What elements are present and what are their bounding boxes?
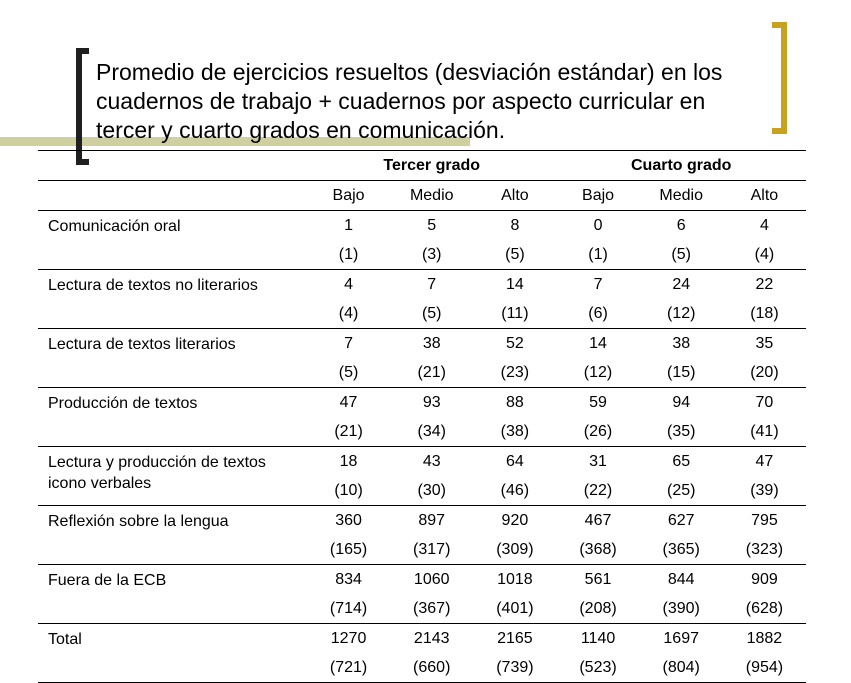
left-bracket-decoration [76,48,89,165]
sd-cell: (22) [583,481,613,499]
mean-cell: 88 [506,393,524,411]
table-row-mean [38,624,806,654]
sd-cell: (20) [750,363,779,381]
mean-cell: 8 [510,216,520,234]
row-label: Comunicación oral [48,218,181,235]
sd-cell: (46) [500,481,530,499]
row-label: Reflexión sobre la lengua [48,513,229,530]
sd-cell: (10) [334,481,363,499]
sd-cell: (660) [413,658,451,676]
row-label: Lectura de textos literarios [48,336,236,353]
mean-cell: 7 [593,275,603,293]
mean-cell: 93 [422,393,441,411]
mean-cell: 31 [589,452,607,470]
sd-cell: (1) [338,245,359,263]
header-level: Medio [659,186,703,204]
sd-cell: (401) [496,599,534,617]
table-row-mean [38,211,806,241]
sd-cell: (5) [338,363,359,381]
sd-cell: (721) [329,658,368,676]
sd-cell: (739) [496,658,534,676]
mean-cell: 59 [589,393,607,411]
row-group [38,270,806,329]
sd-cell: (39) [750,481,779,499]
sd-cell: (317) [413,540,451,558]
row-label: Producción de textos [48,395,198,412]
sd-cell: (12) [583,363,613,381]
sd-cell: (5) [505,245,525,263]
sd-cell: (21) [417,363,446,381]
mean-cell: 47 [755,452,774,470]
mean-cell: 65 [672,452,691,470]
mean-cell: 38 [672,334,691,352]
data-table-container [38,150,806,683]
mean-cell: 4 [759,216,769,234]
header-level: Medio [409,186,454,204]
row-group [38,506,806,565]
row-label: Lectura y producción de textos icono verbales [48,454,266,492]
sd-cell: (804) [662,658,700,676]
mean-cell: 1882 [746,629,783,647]
header-level-row [38,181,806,211]
mean-cell: 35 [755,334,774,352]
row-group [38,447,806,506]
row-group [38,329,806,388]
sd-cell: (309) [496,540,534,558]
sd-cell: (25) [666,481,696,499]
mean-cell: 14 [589,334,607,352]
mean-cell: 360 [335,511,362,529]
sd-cell: (3) [421,245,442,263]
sd-cell: (30) [417,481,446,499]
table-row-mean [38,565,806,595]
row-group [38,388,806,447]
sd-cell: (21) [334,422,363,440]
sd-cell: (714) [329,599,368,617]
header-level: Bajo [582,186,615,204]
header-group-row [38,151,806,181]
sd-cell: (23) [500,363,530,381]
mean-cell: 844 [667,570,695,588]
mean-cell: 909 [751,570,778,588]
mean-cell: 5 [427,216,437,234]
sd-cell: (5) [671,245,691,263]
sd-cell: (523) [579,658,617,676]
mean-cell: 52 [506,334,524,352]
header-cuarto-grado: Cuarto grado [631,156,732,174]
sd-cell: (15) [666,363,696,381]
mean-cell: 24 [672,275,691,293]
row-group [38,211,806,270]
mean-cell: 2143 [413,629,450,647]
header-level: Bajo [332,186,365,204]
mean-cell: 561 [584,570,612,588]
sd-cell: (954) [745,658,784,676]
slide-title: Promedio de ejercicios resueltos (desviación estándar) en los cuadernos de trabajo + cuadernos por aspecto curricular en tercer y cuarto grados en comunicación. [96,59,723,143]
sd-cell: (367) [413,599,451,617]
mean-cell: 43 [422,452,441,470]
sd-cell: (365) [662,540,700,558]
mean-cell: 94 [672,393,691,411]
sd-cell: (208) [579,599,617,617]
table-row-mean [38,270,806,300]
mean-cell: 627 [667,511,695,529]
mean-cell: 1697 [663,629,699,647]
sd-cell: (18) [750,304,779,322]
row-group [38,565,806,624]
sd-cell: (4) [754,245,775,263]
header-level: Alto [750,186,779,204]
sd-cell: (12) [666,304,696,322]
mean-cell: 6 [676,216,686,234]
mean-cell: 1018 [497,570,533,588]
row-label: Fuera de la ECB [48,572,167,589]
mean-cell: 64 [506,452,524,470]
mean-cell: 38 [422,334,441,352]
sd-cell: (41) [750,422,779,440]
header-corner-sub [38,181,307,211]
sd-cell: (34) [417,422,446,440]
sd-cell: (38) [500,422,530,440]
sd-cell: (5) [421,304,442,322]
sd-cell: (4) [338,304,359,322]
row-group [38,624,806,683]
mean-cell: 795 [751,511,778,529]
sd-cell: (390) [662,599,700,617]
sd-cell: (26) [583,422,613,440]
mean-cell: 22 [755,275,774,293]
mean-cell: 7 [427,275,437,293]
header-tercer-grado: Tercer grado [383,156,481,174]
right-bracket-decoration [772,22,787,134]
row-label: Total [48,631,82,648]
mean-cell: 47 [339,393,358,411]
mean-cell: 7 [344,334,353,352]
sd-cell: (6) [588,304,608,322]
sd-cell: (323) [745,540,784,558]
mean-cell: 1 [344,216,353,234]
header-level: Alto [501,186,529,204]
mean-cell: 2165 [497,629,533,647]
table-row-mean [38,447,806,477]
mean-cell: 0 [593,216,603,234]
table-row-mean [38,329,806,359]
mean-cell: 834 [335,570,362,588]
table-header [38,151,806,211]
mean-cell: 18 [339,452,358,470]
table-row-mean [38,388,806,418]
mean-cell: 467 [584,511,612,529]
data-table [38,150,806,683]
mean-cell: 14 [506,275,524,293]
sd-cell: (35) [666,422,696,440]
mean-cell: 920 [501,511,529,529]
mean-cell: 1140 [580,629,616,647]
mean-cell: 4 [344,275,353,293]
mean-cell: 70 [755,393,774,411]
row-label: Lectura de textos no literarios [48,277,258,294]
header-corner [38,151,307,181]
sd-cell: (11) [501,304,529,322]
mean-cell: 1060 [413,570,450,588]
sd-cell: (368) [579,540,617,558]
mean-cell: 1270 [330,629,367,647]
sd-cell: (628) [745,599,784,617]
mean-cell: 897 [418,511,446,529]
sd-cell: (1) [588,245,608,263]
sd-cell: (165) [329,540,368,558]
table-row-mean [38,506,806,536]
